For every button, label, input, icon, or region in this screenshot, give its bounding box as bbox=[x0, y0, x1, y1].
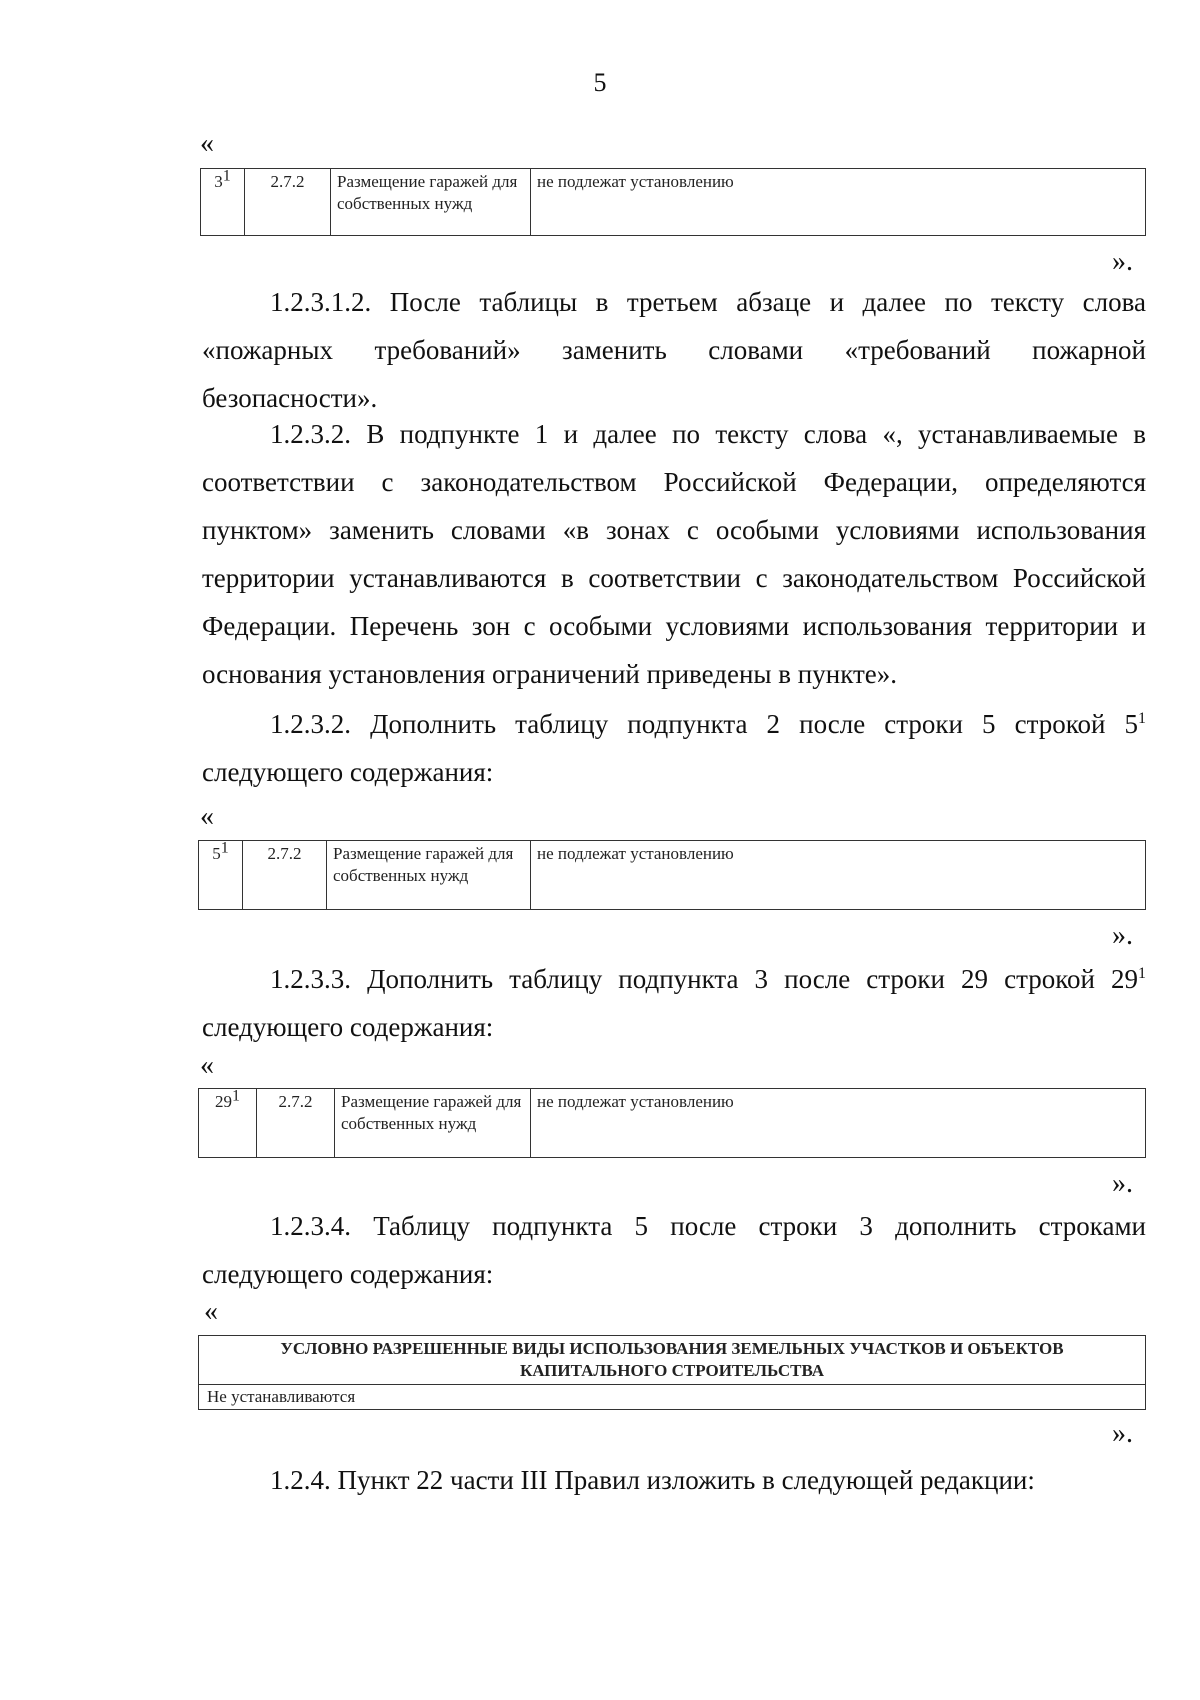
paragraph-text: Дополнить таблицу подпункта 3 после строки 29 строкой 29 bbox=[367, 964, 1139, 994]
table-row bbox=[199, 841, 1146, 910]
table-row bbox=[201, 169, 1146, 236]
paragraph-1-2-3-2-a bbox=[202, 410, 1146, 698]
quote-open-2: « bbox=[200, 801, 214, 832]
name-cell: Размещение гаражей для собственных нужд bbox=[327, 841, 531, 910]
paragraph-lead: 1.2.4. bbox=[270, 1465, 331, 1495]
value-cell: не подлежат установлению bbox=[531, 841, 1146, 910]
paragraph-1-2-3-2-b bbox=[202, 700, 1146, 796]
paragraph-lead: 1.2.3.4. bbox=[270, 1211, 351, 1241]
quote-open-1: « bbox=[200, 128, 214, 159]
table-header-row bbox=[199, 1336, 1146, 1385]
table-cell: Не устанавливаются bbox=[199, 1385, 1146, 1410]
code-cell: 2.7.2 bbox=[257, 1089, 335, 1158]
code-cell: 2.7.2 bbox=[243, 841, 327, 910]
paragraph-lead: 1.2.3.1.2. bbox=[270, 287, 372, 317]
paragraph-text: Дополнить таблицу подпункта 2 после строки 5 строкой 5 bbox=[370, 709, 1139, 739]
paragraph-1-2-3-1-2 bbox=[202, 278, 1146, 422]
paragraph-text: Пункт 22 части III Правил изложить в следующей редакции: bbox=[337, 1465, 1035, 1495]
table-header-cell: УСЛОВНО РАЗРЕШЕННЫЕ ВИДЫ ИСПОЛЬЗОВАНИЯ ЗЕМЕЛЬНЫХ УЧАСТКОВ И ОБЪЕКТОВ КАПИТАЛЬНОГО СТРОИТЕЛЬСТВА bbox=[199, 1336, 1146, 1385]
paragraph-text: В подпункте 1 и далее по тексту слова «, устанавливаемые в соответствии с законодательством Российской Федерации, определяются пунктом» заменить словами «в зонах с особыми условиями использования территории устанавливаются в соответствии с законодательством Российской Федерации. Перечень зон с особыми условиями использования территории и основания установления ограничений приведены в пункте». bbox=[202, 419, 1146, 689]
row-number-cell: $5^1$ bbox=[199, 841, 243, 910]
superscript: 1 bbox=[1138, 710, 1147, 727]
inserted-table-1 bbox=[200, 168, 1146, 236]
quote-open-4: « bbox=[204, 1296, 218, 1327]
paragraph-1-2-3-4 bbox=[202, 1202, 1146, 1298]
code-cell: 2.7.2 bbox=[245, 169, 331, 236]
row-number-cell: $29^1$ bbox=[199, 1089, 257, 1158]
quote-close-4: ». bbox=[1112, 1418, 1133, 1449]
quote-close-3: ». bbox=[1112, 1168, 1133, 1199]
inserted-table-2 bbox=[198, 840, 1146, 910]
table-row bbox=[199, 1089, 1146, 1158]
conditional-uses-table bbox=[198, 1335, 1146, 1410]
row-number-cell: $3^1$ bbox=[201, 169, 245, 236]
inserted-table-3 bbox=[198, 1088, 1146, 1158]
superscript: 1 bbox=[1138, 965, 1147, 982]
table-row bbox=[199, 1385, 1146, 1410]
quote-close-2: ». bbox=[1112, 920, 1133, 951]
name-cell: Размещение гаражей для собственных нужд bbox=[335, 1089, 531, 1158]
paragraph-1-2-3-3 bbox=[202, 955, 1146, 1051]
quote-open-3: « bbox=[200, 1050, 214, 1081]
paragraph-text: Таблицу подпункта 5 после строки 3 дополнить строками следующего содержания: bbox=[202, 1211, 1147, 1289]
paragraph-tail: следующего содержания: bbox=[202, 757, 494, 787]
value-cell: не подлежат установлению bbox=[531, 1089, 1146, 1158]
value-cell: не подлежат установлению bbox=[531, 169, 1146, 236]
paragraph-lead: 1.2.3.3. bbox=[270, 964, 351, 994]
quote-close-1: ». bbox=[1112, 246, 1133, 277]
paragraph-tail: следующего содержания: bbox=[202, 1012, 494, 1042]
paragraph-text: После таблицы в третьем абзаце и далее по тексту слова «пожарных требований» заменить словами «требований пожарной безопасности». bbox=[202, 287, 1146, 413]
page-number: 5 bbox=[593, 68, 607, 97]
name-cell: Размещение гаражей для собственных нужд bbox=[331, 169, 531, 236]
paragraph-lead: 1.2.3.2. bbox=[270, 419, 351, 449]
paragraph-1-2-4 bbox=[202, 1456, 1146, 1504]
paragraph-lead: 1.2.3.2. bbox=[270, 709, 351, 739]
